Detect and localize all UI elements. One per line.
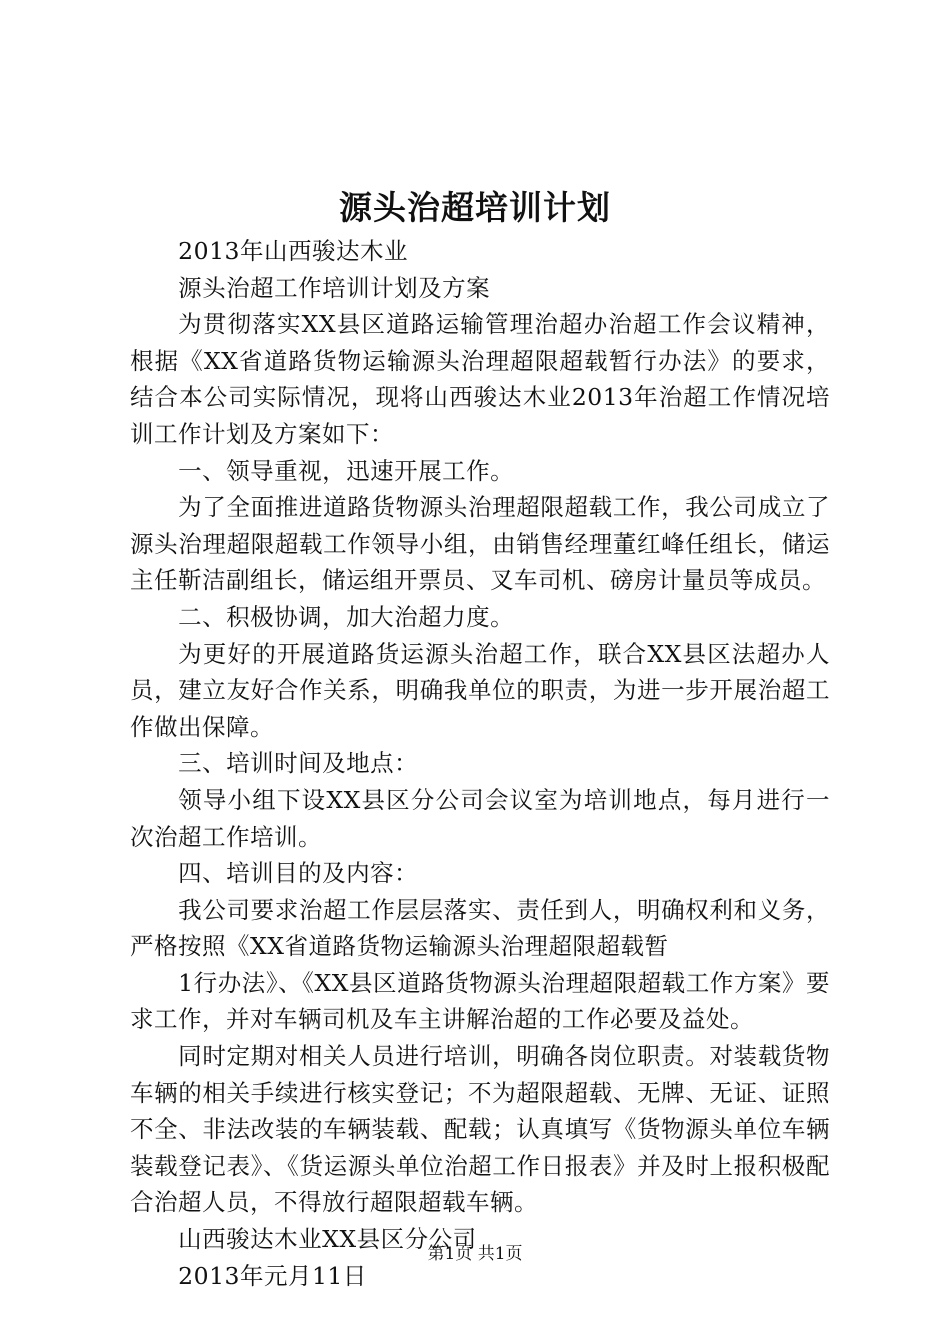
paragraph-section-4a: 我公司要求治超工作层层落实、责任到人，明确权利和义务，严格按照《XX省道路货物运输源头治理超限超载暂	[130, 895, 830, 961]
document-title: 源头治超培训计划	[339, 188, 611, 227]
section-heading-4: 四、培训目的及内容：	[178, 859, 419, 888]
document-body	[130, 233, 830, 1294]
paragraph-company-year: 2013年山西骏达木业	[178, 237, 408, 265]
paragraph-section-3: 领导小组下设XX县区分公司会议室为培训地点，每月进行一次治超工作培训。	[130, 785, 830, 851]
section-heading-2: 二、积极协调，加大治超力度。	[178, 602, 515, 631]
signature-company: 山西骏达木业XX县区分公司	[178, 1225, 477, 1254]
paragraph-plan-title: 源头治超工作培训计划及方案	[178, 273, 491, 302]
page-footer: 第1页 共1页	[427, 1244, 523, 1264]
paragraph-section-4c: 同时定期对相关人员进行培训，明确各岗位职责。对装载货物车辆的相关手续进行核实登记；不为超限超载、无牌、无证、证照不全、非法改装的车辆装载、配载；认真填写《货物源头单位车辆装载登记表》、《货运源头单位治超工作日报表》并及时上报积极配合治超人员，不得放行超限超载车辆。	[130, 1042, 830, 1217]
signature-date: 2013年元月11日	[178, 1261, 367, 1290]
paragraph-intro: 为贯彻落实XX县区道路运输管理治超办治超工作会议精神，根据《XX省道路货物运输源头治理超限超载暂行办法》的要求，结合本公司实际情况，现将山西骏达木业2013年治超工作情况培训工作计划及方案如下：	[130, 310, 830, 448]
section-heading-3: 三、培训时间及地点：	[178, 749, 419, 778]
paragraph-section-4b: 1行办法》、《XX县区道路货物源头治理超限超载工作方案》要求工作，并对车辆司机及车主讲解治超的工作必要及益处。	[130, 968, 830, 1034]
paragraph-section-1: 为了全面推进道路货物源头治理超限超载工作，我公司成立了源头治理超限超载工作领导小组，由销售经理董红峰任组长，储运主任靳洁副组长，储运组开票员、叉车司机、磅房计量员等成员。	[130, 493, 830, 595]
paragraph-section-2: 为更好的开展道路货运源头治超工作，联合XX县区法超办人员，建立友好合作关系，明确我单位的职责，为进一步开展治超工作做出保障。	[130, 639, 830, 741]
section-heading-1: 一、领导重视，迅速开展工作。	[178, 456, 515, 485]
